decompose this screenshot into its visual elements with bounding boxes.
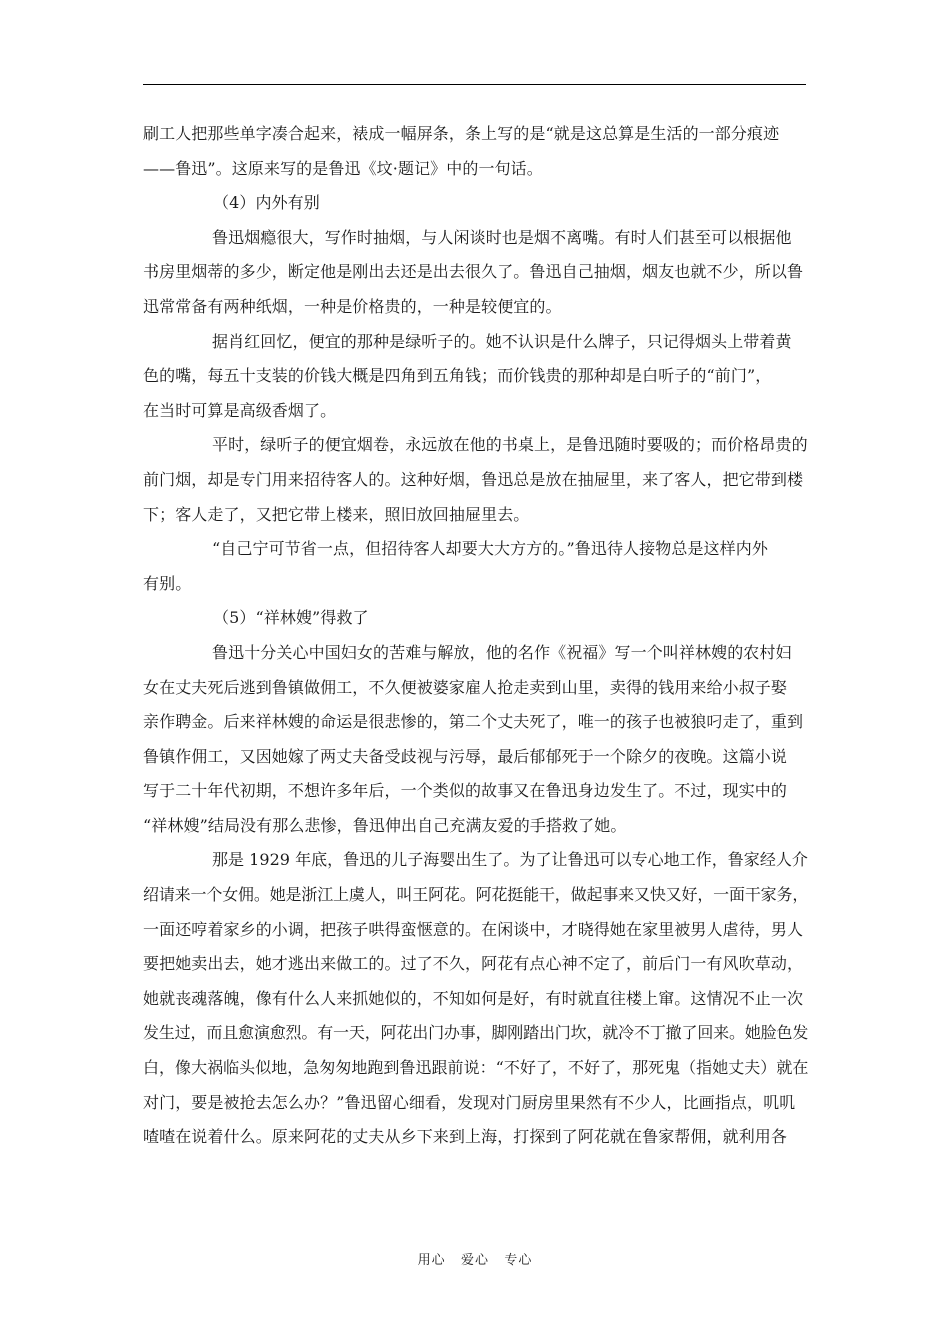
- text-line: 白，像大祸临头似地，急匆匆地跑到鲁迅跟前说：“不好了，不好了，那死鬼（指她丈夫）就在: [143, 1058, 809, 1078]
- text-line: 鲁镇作佣工，又因她嫁了两丈夫备受歧视与污辱，最后郁郁死于一个除夕的夜晚。这篇小说: [143, 746, 788, 766]
- document-body: [143, 117, 808, 1155]
- text-line: 喳喳在说着什么。原来阿花的丈夫从乡下来到上海，打探到了阿花就在鲁家帮佣，就利用各: [143, 1127, 788, 1147]
- text-line: 那是 1929 年底，鲁迅的儿子海婴出生了。为了让鲁迅可以专心地工作，鲁家经人介: [212, 850, 808, 870]
- text-line: 发生过，而且愈演愈烈。有一天，阿花出门办事，脚刚踏出门坎，就冷不丁撤了回来。她脸色发: [143, 1023, 809, 1043]
- text-line: 绍请来一个女佣。她是浙江上虞人，叫王阿花。阿花挺能干，做起事来又快又好，一面干家务，: [143, 885, 809, 905]
- text-line: 一面还哼着家乡的小调，把孩子哄得蛮惬意的。在闲谈中，才晓得她在家里被男人虐待，男人: [143, 919, 804, 939]
- text-line: 要把她卖出去，她才逃出来做工的。过了不久，阿花有点心神不定了，前后门一有风吹草动，: [143, 954, 804, 974]
- text-line: 对门，要是被抢去怎么办？”鲁迅留心细看，发现对门厨房里果然有不少人，比画指点，叽叽: [143, 1092, 796, 1112]
- text-line: 她就丧魂落魄，像有什么人来抓她似的，不知如何是好，有时就直往楼上窜。这情况不止一次: [143, 988, 804, 1008]
- header-rule: [143, 84, 806, 85]
- text-line: 平时，绿听子的便宜烟卷，永远放在他的书桌上，是鲁迅随时要吸的；而价格昂贵的: [212, 435, 808, 455]
- text-line: 鲁迅十分关心中国妇女的苦难与解放，他的名作《祝福》写一个叫祥林嫂的农村妇: [212, 642, 792, 662]
- text-line: “自己宁可节省一点，但招待客人却要大大方方的。”鲁迅待人接物总是这样内外: [212, 539, 768, 559]
- text-line: 前门烟，却是专门用来招待客人的。这种好烟，鲁迅总是放在抽屉里，来了客人，把它带到楼: [143, 469, 804, 489]
- text-line: 色的嘴，每五十支装的价钱大概是四角到五角钱；而价钱贵的那种却是白听子的“前门”，: [143, 366, 772, 386]
- text-line: ——鲁迅”。这原来写的是鲁迅《坟·题记》中的一句话。: [143, 158, 543, 178]
- text-line: 亲作聘金。后来祥林嫂的命运是很悲惨的，第二个丈夫死了，唯一的孩子也被狼叼走了，重到: [143, 712, 804, 732]
- text-line: “祥林嫂”结局没有那么悲惨，鲁迅伸出自己充满友爱的手搭救了她。: [143, 815, 627, 835]
- text-line: 书房里烟蒂的多少，断定他是刚出去还是出去很久了。鲁迅自己抽烟，烟友也就不少，所以鲁: [143, 262, 804, 282]
- text-line: 迅常常备有两种纸烟，一种是价格贵的，一种是较便宜的。: [143, 296, 562, 316]
- text-line: 有别。: [143, 573, 192, 593]
- text-line: 据肖红回忆，便宜的那种是绿听子的。她不认识是什么牌子，只记得烟头上带着黄: [212, 331, 792, 351]
- section-heading: （4）内外有别: [213, 193, 320, 213]
- section-heading: （5）“祥林嫂”得救了: [213, 608, 369, 628]
- text-line: 鲁迅烟瘾很大，写作时抽烟，与人闲谈时也是烟不离嘴。有时人们甚至可以根据他: [212, 227, 792, 247]
- text-line: 刷工人把那些单字凑合起来，裱成一幅屏条，条上写的是“就是这总算是生活的一部分痕迹: [143, 124, 780, 143]
- text-line: 写于二十年代初期，不想许多年后，一个类似的故事又在鲁迅身边发生了。不过，现实中的: [143, 781, 788, 801]
- text-line: 女在丈夫死后逃到鲁镇做佣工，不久便被婆家雇人抢走卖到山里，卖得的钱用来给小叔子娶: [143, 677, 788, 697]
- text-line: 在当时可算是高级香烟了。: [143, 400, 337, 420]
- text-line: 下；客人走了，又把它带上楼来，照旧放回抽屉里去。: [143, 504, 530, 524]
- page-footer: 用心 爱心 专心: [417, 1253, 533, 1268]
